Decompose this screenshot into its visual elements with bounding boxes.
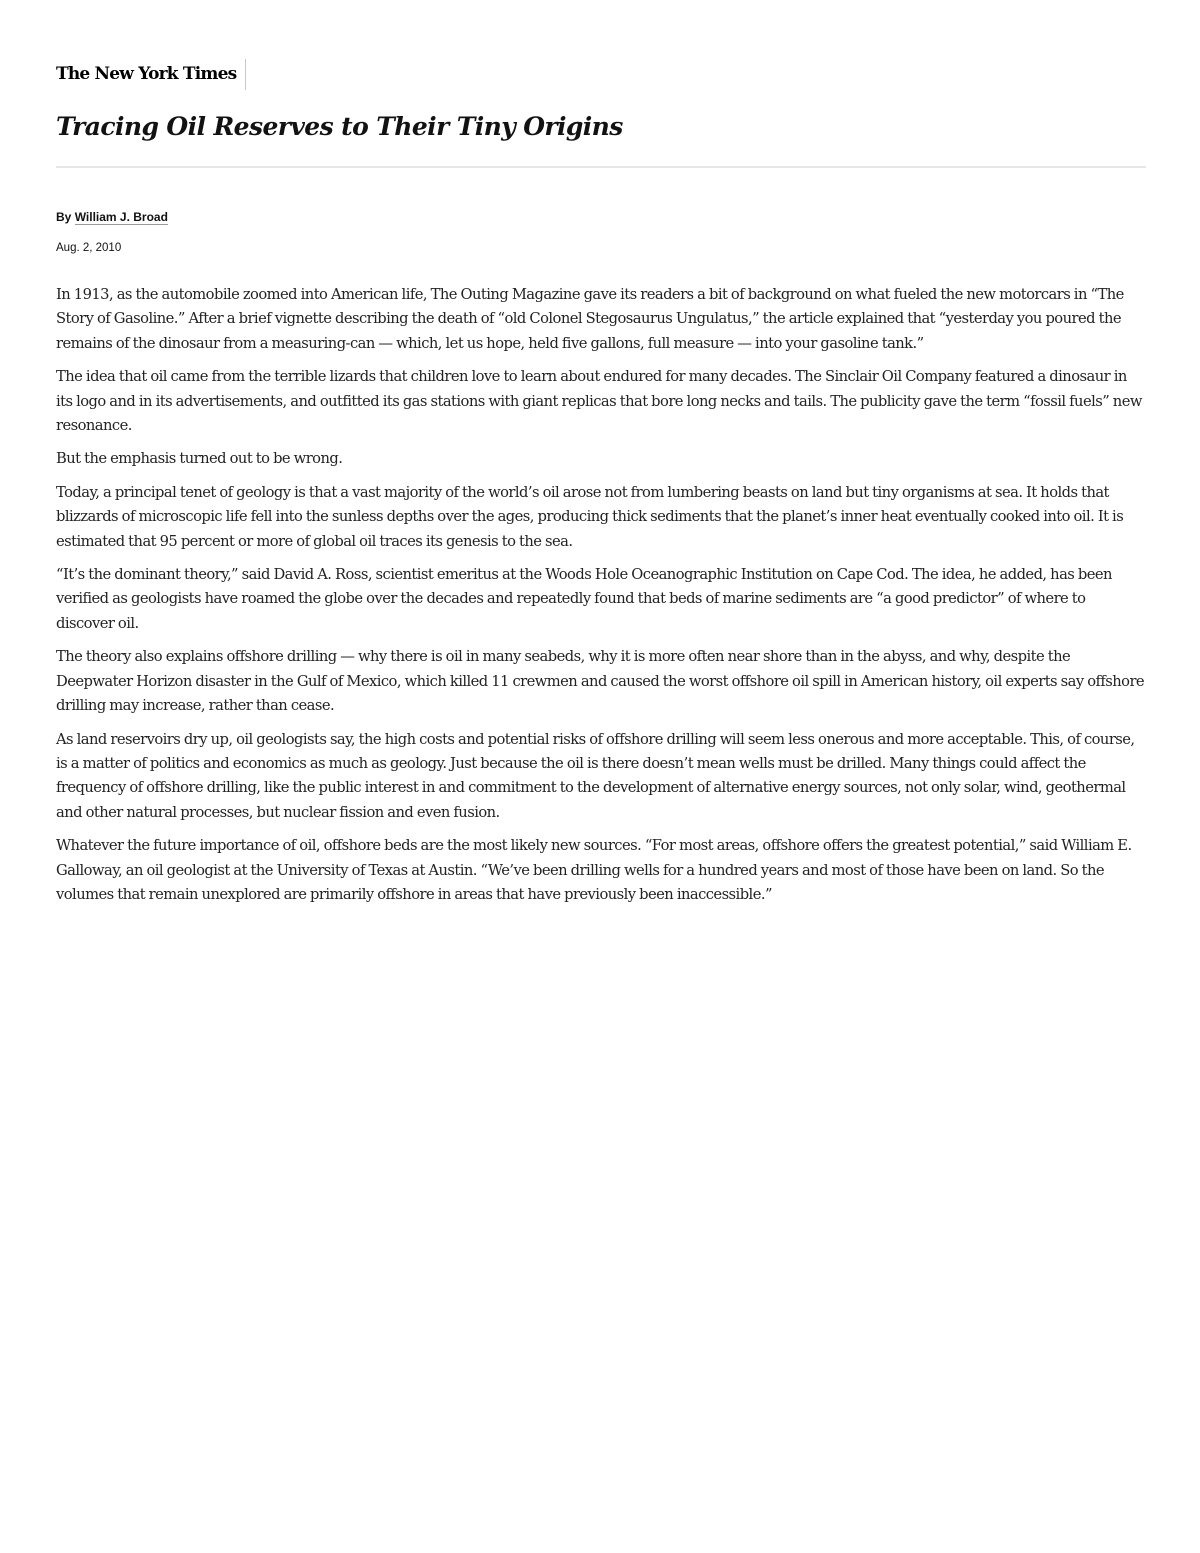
article-paragraph: The theory also explains offshore drilling — why there is oil in many seabeds, why it is more often near shore than in the abyss, and why, despite the Deepwater Horizon disaster in the Gulf of Mexico, which killed 11 crewmen and caused the worst offshore oil spill in American history, oil experts say offshore drilling may increase, rather than cease. [56,648,1145,715]
article-paragraph: The idea that oil came from the terrible lizards that children love to learn about endured for many decades. The Sinclair Oil Company featured a dinosaur in its logo and in its advertisements, and outfitted its gas stations with giant replicas that bore long necks and tails. The publicity gave the term “fossil fuels” new resonance. [56,368,1142,435]
article-paragraph: Today, a principal tenet of geology is that a vast majority of the world’s oil arose not from lumbering beasts on land but tiny organisms at sea. It holds that blizzards of microscopic life fell into the sunless depths over the ages, producing thick sediments that the planet’s inner heat eventually cooked into oil. It is estimated that 95 percent or more of global oil traces its genesis to the sea. [56,483,1124,550]
article-paragraph: Whatever the future importance of oil, offshore beds are the most likely new sources. “For most areas, offshore offers the greatest potential,” said William E. Galloway, an oil geologist at the University of Texas at Austin. “We’ve been drilling wells for a hundred years and most of those have been on land. So the volumes that remain unexplored are primarily offshore in areas that have previously been inaccessible.” [56,837,1132,903]
article-paragraph: But the emphasis turned out to be wrong. [56,450,343,468]
article-paragraph: As land reservoirs dry up, oil geologists say, the high costs and potential risks of offshore drilling will seem less onerous and more acceptable. This, of course, is a matter of politics and economics as much as geology. Just because the oil is there doesn’t mean wells must be drilled. Many things could affect the frequency of offshore drilling, like the public interest in and commitment to the development of alternative energy sources, not only solar, wind, geothermal and other natural processes, but nuclear fission and even fusion. [56,730,1135,821]
headline-divider [56,166,1146,168]
article-body [56,283,1146,916]
article-paragraph: “It’s the dominant theory,” said David A. Ross, scientist emeritus at the Woods Hole Oceanographic Institution on Cape Cod. The idea, he added, has been verified as geologists have roamed the globe over the decades and repeatedly found that beds of marine sediments are “a good predictor” of where to discover oil. [56,566,1112,632]
nyt-logo[interactable]: The New York Times [56,64,237,84]
publish-date: Aug. 2, 2010 [56,242,122,254]
article-paragraph: In 1913, as the automobile zoomed into American life, The Outing Magazine gave its readers a bit of background on what fueled the new motorcars in “The Story of Gasoline.” After a brief vignette describing the death of “old Colonel Stegosaurus Ungulatus,” the article explained that “yesterday you poured the remains of the dinosaur from a measuring-can — which, let us hope, held five gallons, full measure — into your gasoline tank.” [56,286,1124,352]
author-link[interactable]: William J. Broad [74,210,168,224]
masthead [56,58,246,90]
article-headline: Tracing Oil Reserves to Their Tiny Origins [56,112,623,141]
byline [56,210,168,224]
byline-prefix: By [56,210,75,224]
masthead-divider [245,59,246,90]
